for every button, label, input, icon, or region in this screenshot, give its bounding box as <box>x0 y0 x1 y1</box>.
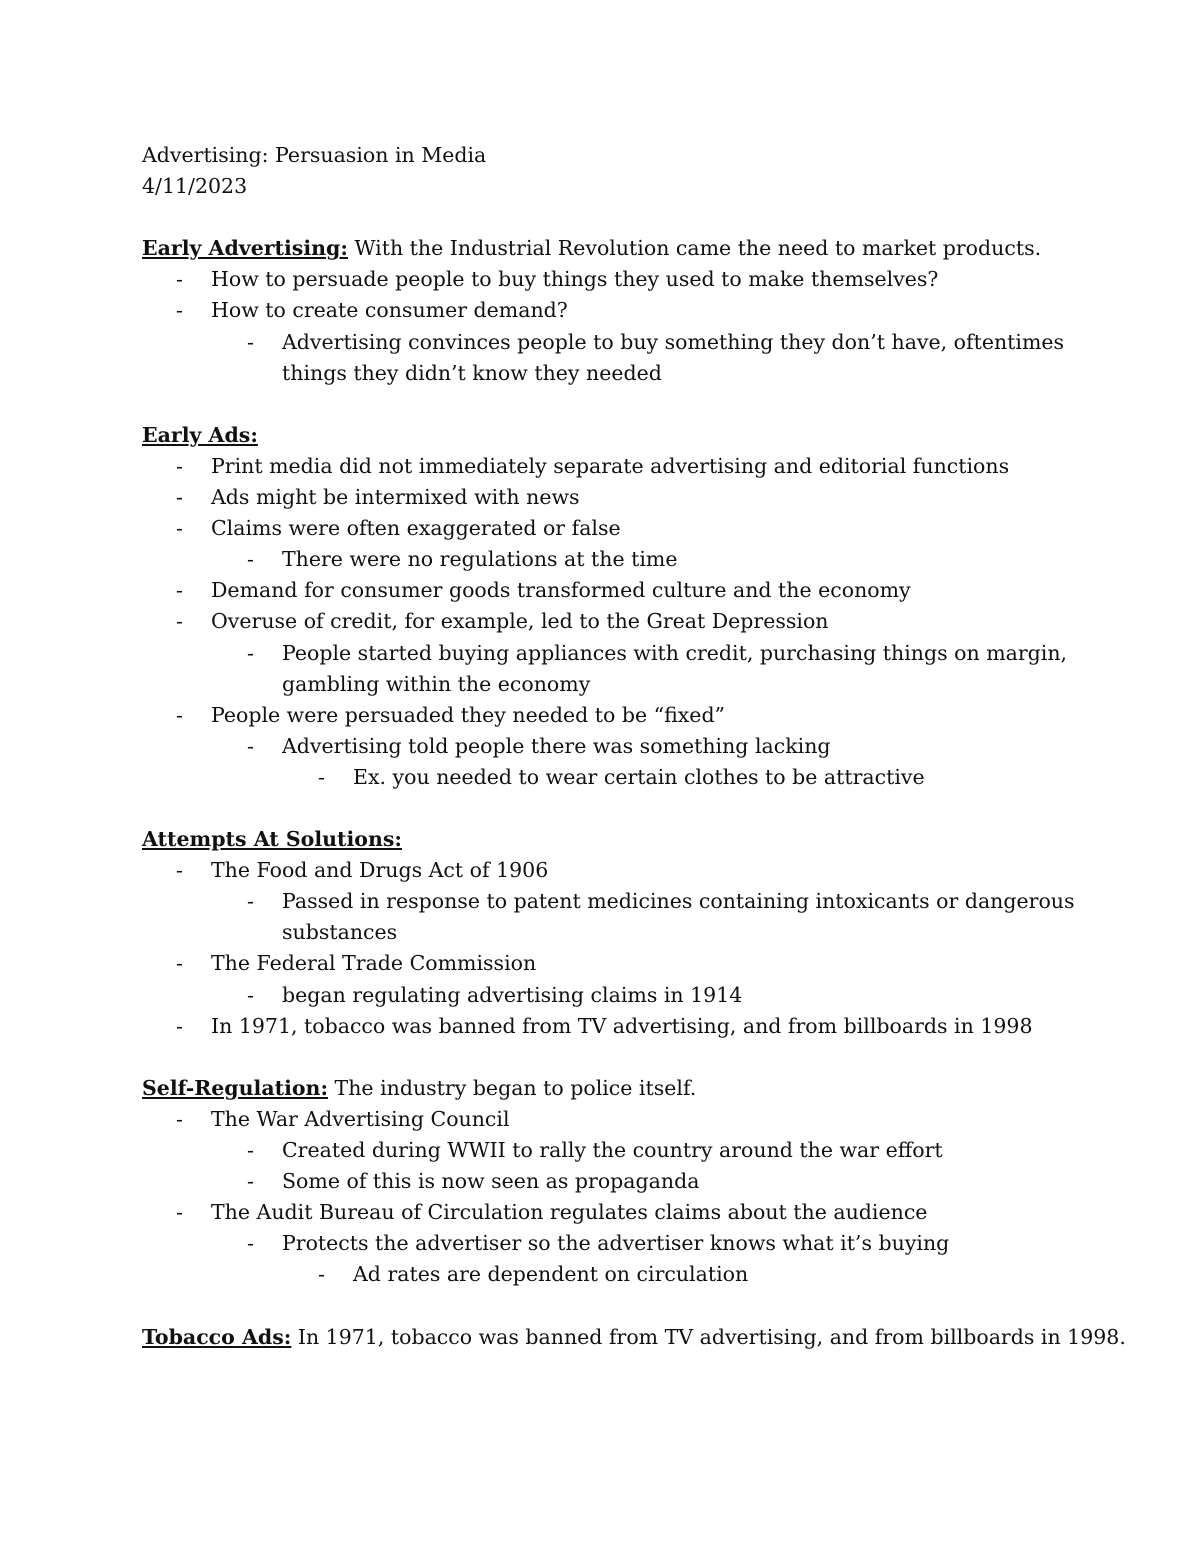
bullet-dash: - <box>176 951 183 976</box>
bullet-dash: - <box>247 733 254 758</box>
bullet-dash: - <box>247 1231 254 1256</box>
section-early-advertising-header <box>142 233 1102 264</box>
list-item: - How to persuade people to buy things they used to make themselves? <box>142 264 1102 295</box>
list-item: - There were no regulations at the time <box>142 544 1102 575</box>
spacer <box>142 1042 1102 1073</box>
section-intro: The industry began to police itself. <box>328 1075 697 1100</box>
list-item: - Passed in response to patent medicines containing intoxicants or dangerous substances <box>142 886 1102 948</box>
spacer <box>142 793 1102 824</box>
section-self-regulation-header <box>142 1073 1102 1104</box>
section-heading: Early Ads: <box>142 422 258 447</box>
bullet-dash: - <box>318 1262 325 1287</box>
bullet-dash: - <box>176 609 183 634</box>
section-intro: In 1971, tobacco was banned from TV advertising, and from billboards in 1998. <box>291 1324 1126 1349</box>
section-heading: Self-Regulation: <box>142 1075 329 1100</box>
list-item: - Protects the advertiser so the advertiser knows what it’s buying <box>142 1228 1102 1259</box>
list-item: - People started buying appliances with credit, purchasing things on margin, gambling within the economy <box>142 638 1102 700</box>
list-item: - Ad rates are dependent on circulation <box>142 1259 1102 1290</box>
section-heading: Early Advertising: <box>142 236 348 261</box>
list-item: - In 1971, tobacco was banned from TV advertising, and from billboards in 1998 <box>142 1011 1102 1042</box>
bullet-dash: - <box>176 516 183 541</box>
list-item: - Ex. you needed to wear certain clothes to be attractive <box>142 762 1102 793</box>
spacer <box>142 1290 1102 1321</box>
list-item: - Demand for consumer goods transformed culture and the economy <box>142 575 1102 606</box>
document-page <box>142 140 1126 1353</box>
list-item: - Advertising told people there was something lacking <box>142 731 1102 762</box>
bullet-dash: - <box>318 764 325 789</box>
bullet-dash: - <box>247 547 254 572</box>
list-item: - How to create consumer demand? <box>142 295 1102 326</box>
section-tobacco-ads-header <box>142 1322 1126 1353</box>
bullet-dash: - <box>176 578 183 603</box>
list-item: - Advertising convinces people to buy something they don’t have, oftentimes things they didn’t know they needed <box>142 327 1102 389</box>
list-item: - The Food and Drugs Act of 1906 <box>142 855 1102 886</box>
bullet-dash: - <box>176 1106 183 1131</box>
document-date: 4/11/2023 <box>142 174 248 199</box>
document-title: Advertising: Persuasion in Media <box>142 143 487 167</box>
list-item: - Overuse of credit, for example, led to the Great Depression <box>142 606 1102 637</box>
bullet-dash: - <box>247 640 254 665</box>
section-heading: Attempts At Solutions: <box>142 827 402 852</box>
list-item: - Some of this is now seen as propaganda <box>142 1166 1102 1197</box>
bullet-dash: - <box>176 1013 183 1038</box>
bullet-dash: - <box>176 298 183 323</box>
list-item: - Print media did not immediately separate advertising and editorial functions <box>142 451 1102 482</box>
spacer <box>142 202 1102 233</box>
bullet-dash: - <box>176 267 183 292</box>
section-heading: Tobacco Ads: <box>142 1324 292 1349</box>
bullet-dash: - <box>176 702 183 727</box>
list-item: - Ads might be intermixed with news <box>142 482 1102 513</box>
bullet-dash: - <box>176 485 183 510</box>
list-item: - The War Advertising Council <box>142 1104 1102 1135</box>
bullet-dash: - <box>247 1169 254 1194</box>
section-attempts-header <box>142 824 1102 855</box>
bullet-dash: - <box>176 453 183 478</box>
list-item: - began regulating advertising claims in 1914 <box>142 980 1102 1011</box>
bullet-dash: - <box>247 889 254 914</box>
list-item: - Claims were often exaggerated or false <box>142 513 1102 544</box>
bullet-dash: - <box>247 1138 254 1162</box>
list-item: - Created during WWII to rally the country around the war effort <box>142 1135 1102 1166</box>
bullet-dash: - <box>176 858 183 883</box>
list-item: - People were persuaded they needed to be “fixed” <box>142 700 1102 731</box>
bullet-dash: - <box>247 982 254 1007</box>
bullet-dash: - <box>247 329 254 354</box>
bullet-dash: - <box>176 1200 183 1225</box>
list-item: - The Federal Trade Commission <box>142 948 1102 979</box>
spacer <box>142 389 1102 420</box>
section-intro: With the Industrial Revolution came the need to market products. <box>347 236 1042 261</box>
list-item: - The Audit Bureau of Circulation regulates claims about the audience <box>142 1197 1102 1228</box>
section-early-ads-header <box>142 420 1102 451</box>
